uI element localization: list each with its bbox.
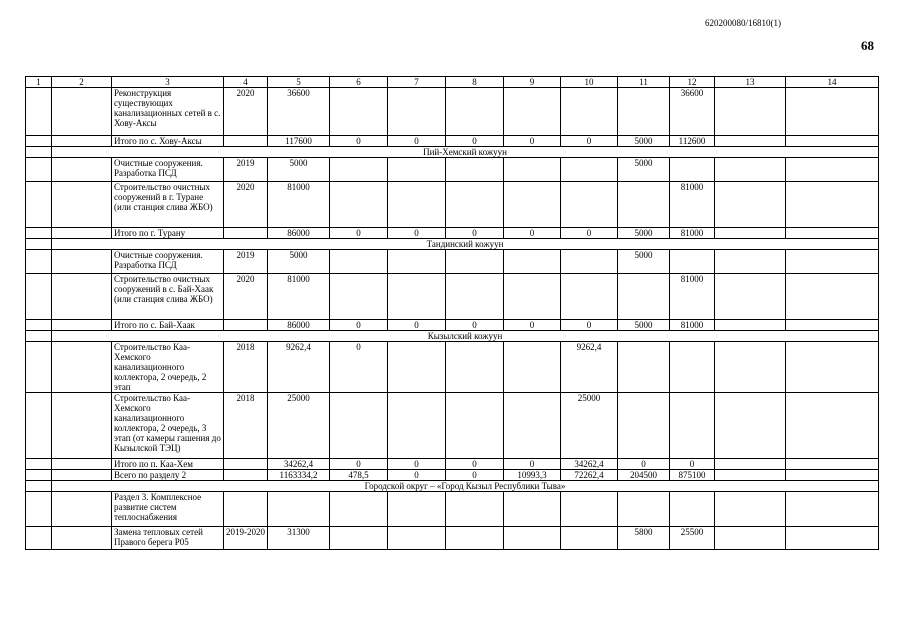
page-number: 68 bbox=[861, 38, 874, 53]
value-cell-c6 bbox=[330, 250, 388, 274]
col13-cell bbox=[715, 250, 786, 274]
value-cell-c11: 5000 bbox=[618, 136, 670, 147]
table-row bbox=[26, 492, 879, 527]
value-cell-c11 bbox=[618, 342, 670, 393]
object-name-cell: Очистные сооружения. Разработка ПСД bbox=[112, 250, 224, 274]
value-cell-c9 bbox=[504, 88, 561, 136]
table-row bbox=[26, 88, 879, 136]
col1-cell bbox=[26, 250, 52, 274]
table-row bbox=[26, 228, 879, 239]
value-cell-c10: 0 bbox=[561, 136, 618, 147]
value-cell-c11 bbox=[618, 274, 670, 320]
table-row bbox=[26, 158, 879, 182]
value-cell-c8 bbox=[446, 492, 504, 527]
col14-cell bbox=[786, 158, 879, 182]
col1-cell bbox=[26, 393, 52, 459]
col13-cell bbox=[715, 274, 786, 320]
value-cell-c5: 81000 bbox=[268, 182, 330, 228]
value-cell-c12: 81000 bbox=[670, 228, 715, 239]
value-cell-c7 bbox=[388, 88, 446, 136]
value-cell-c11: 5800 bbox=[618, 527, 670, 550]
table-row bbox=[26, 250, 879, 274]
value-cell-c9 bbox=[504, 393, 561, 459]
value-cell-c6: 478,5 bbox=[330, 470, 388, 481]
table-row bbox=[26, 459, 879, 470]
value-cell-c12: 875100 bbox=[670, 470, 715, 481]
value-cell-c8 bbox=[446, 342, 504, 393]
value-cell-c9 bbox=[504, 274, 561, 320]
table-row bbox=[26, 320, 879, 331]
value-cell-c8: 0 bbox=[446, 320, 504, 331]
column-number-cell: 13 bbox=[715, 77, 786, 88]
value-cell-c5: 5000 bbox=[268, 250, 330, 274]
value-cell-c9 bbox=[504, 527, 561, 550]
value-cell-c5: 5000 bbox=[268, 158, 330, 182]
value-cell-c7 bbox=[388, 342, 446, 393]
value-cell-c5: 81000 bbox=[268, 274, 330, 320]
value-cell-c8: 0 bbox=[446, 470, 504, 481]
value-cell-c10: 25000 bbox=[561, 393, 618, 459]
section-row bbox=[26, 331, 879, 342]
value-cell-c7: 0 bbox=[388, 136, 446, 147]
value-cell-c11 bbox=[618, 88, 670, 136]
col14-cell bbox=[786, 274, 879, 320]
value-cell-c8 bbox=[446, 250, 504, 274]
object-name-cell: Очистные сооружения. Разработка ПСД bbox=[112, 158, 224, 182]
object-name-cell: Строительство Каа-Хемского канализационного коллектора, 2 очередь, 2 этап bbox=[112, 342, 224, 393]
value-cell-c11 bbox=[618, 182, 670, 228]
col14-cell bbox=[786, 459, 879, 470]
value-cell-c6 bbox=[330, 274, 388, 320]
column-number-cell: 6 bbox=[330, 77, 388, 88]
value-cell-c8 bbox=[446, 274, 504, 320]
col14-cell bbox=[786, 136, 879, 147]
value-cell-c9: 0 bbox=[504, 228, 561, 239]
col13-cell bbox=[715, 136, 786, 147]
col13-cell bbox=[715, 527, 786, 550]
section-blank-cell bbox=[26, 239, 52, 250]
value-cell-c8: 0 bbox=[446, 136, 504, 147]
value-cell-c7 bbox=[388, 393, 446, 459]
year-cell bbox=[224, 228, 268, 239]
col2-cell bbox=[52, 158, 112, 182]
value-cell-c12: 36600 bbox=[670, 88, 715, 136]
col2-cell bbox=[52, 320, 112, 331]
value-cell-c7 bbox=[388, 527, 446, 550]
col1-cell bbox=[26, 274, 52, 320]
section-title: Кызылский кожуун bbox=[52, 331, 879, 342]
year-cell: 2019 bbox=[224, 158, 268, 182]
document-code: 620200080/16810(1) bbox=[705, 18, 781, 28]
value-cell-c10 bbox=[561, 527, 618, 550]
col14-cell bbox=[786, 527, 879, 550]
value-cell-c11: 5000 bbox=[618, 158, 670, 182]
value-cell-c12: 0 bbox=[670, 459, 715, 470]
col13-cell bbox=[715, 158, 786, 182]
value-cell-c12 bbox=[670, 393, 715, 459]
section-title: Пий-Хемский кожуун bbox=[52, 147, 879, 158]
column-number-cell: 8 bbox=[446, 77, 504, 88]
budget-table bbox=[25, 76, 879, 550]
section-blank-cell bbox=[26, 147, 52, 158]
col1-cell bbox=[26, 342, 52, 393]
col1-cell bbox=[26, 228, 52, 239]
col1-cell bbox=[26, 470, 52, 481]
column-number-cell: 7 bbox=[388, 77, 446, 88]
value-cell-c8: 0 bbox=[446, 459, 504, 470]
value-cell-c5: 86000 bbox=[268, 320, 330, 331]
col2-cell bbox=[52, 136, 112, 147]
value-cell-c10 bbox=[561, 88, 618, 136]
value-cell-c8: 0 bbox=[446, 228, 504, 239]
value-cell-c10 bbox=[561, 492, 618, 527]
year-cell: 2019-2020 bbox=[224, 527, 268, 550]
value-cell-c5 bbox=[268, 492, 330, 527]
value-cell-c12: 81000 bbox=[670, 320, 715, 331]
value-cell-c7 bbox=[388, 158, 446, 182]
value-cell-c12 bbox=[670, 492, 715, 527]
section-row bbox=[26, 481, 879, 492]
col14-cell bbox=[786, 250, 879, 274]
table-body bbox=[26, 77, 879, 550]
value-cell-c9 bbox=[504, 492, 561, 527]
column-number-cell: 11 bbox=[618, 77, 670, 88]
col2-cell bbox=[52, 492, 112, 527]
col14-cell bbox=[786, 88, 879, 136]
value-cell-c9 bbox=[504, 158, 561, 182]
col2-cell bbox=[52, 88, 112, 136]
value-cell-c8 bbox=[446, 88, 504, 136]
value-cell-c12 bbox=[670, 342, 715, 393]
object-name-cell: Итого по с. Бай-Хаак bbox=[112, 320, 224, 331]
object-name-cell: Итого по г. Турану bbox=[112, 228, 224, 239]
value-cell-c5: 34262,4 bbox=[268, 459, 330, 470]
col2-cell bbox=[52, 459, 112, 470]
col2-cell bbox=[52, 274, 112, 320]
col1-cell bbox=[26, 158, 52, 182]
table-row bbox=[26, 527, 879, 550]
year-cell bbox=[224, 136, 268, 147]
col13-cell bbox=[715, 342, 786, 393]
value-cell-c12: 112600 bbox=[670, 136, 715, 147]
value-cell-c9: 0 bbox=[504, 320, 561, 331]
col1-cell bbox=[26, 459, 52, 470]
col13-cell bbox=[715, 182, 786, 228]
object-name-cell: Строительство очистных сооружений в г. Туране (или станция слива ЖБО) bbox=[112, 182, 224, 228]
col13-cell bbox=[715, 320, 786, 331]
value-cell-c8 bbox=[446, 393, 504, 459]
value-cell-c9 bbox=[504, 342, 561, 393]
column-number-cell: 12 bbox=[670, 77, 715, 88]
col13-cell bbox=[715, 393, 786, 459]
value-cell-c10: 0 bbox=[561, 228, 618, 239]
value-cell-c9: 0 bbox=[504, 136, 561, 147]
value-cell-c7: 0 bbox=[388, 228, 446, 239]
value-cell-c6 bbox=[330, 527, 388, 550]
value-cell-c10 bbox=[561, 250, 618, 274]
col13-cell bbox=[715, 88, 786, 136]
object-name-cell: Строительство очистных сооружений в с. Бай-Хаак (или станция слива ЖБО) bbox=[112, 274, 224, 320]
table-row bbox=[26, 393, 879, 459]
value-cell-c7: 0 bbox=[388, 470, 446, 481]
object-name-cell: Раздел 3. Комплексное развитие систем теплоснабжения bbox=[112, 492, 224, 527]
section-title: Городской округ – «Город Кызыл Республики Тыва» bbox=[52, 481, 879, 492]
column-number-cell: 14 bbox=[786, 77, 879, 88]
year-cell bbox=[224, 320, 268, 331]
value-cell-c11 bbox=[618, 393, 670, 459]
year-cell bbox=[224, 492, 268, 527]
value-cell-c10: 0 bbox=[561, 320, 618, 331]
column-number-cell: 1 bbox=[26, 77, 52, 88]
value-cell-c11: 5000 bbox=[618, 250, 670, 274]
col2-cell bbox=[52, 342, 112, 393]
value-cell-c7 bbox=[388, 250, 446, 274]
value-cell-c6: 0 bbox=[330, 228, 388, 239]
value-cell-c11 bbox=[618, 492, 670, 527]
column-number-cell: 2 bbox=[52, 77, 112, 88]
value-cell-c7 bbox=[388, 182, 446, 228]
value-cell-c10 bbox=[561, 158, 618, 182]
value-cell-c11: 0 bbox=[618, 459, 670, 470]
value-cell-c12: 25500 bbox=[670, 527, 715, 550]
value-cell-c6 bbox=[330, 393, 388, 459]
section-title: Тандинский кожуун bbox=[52, 239, 879, 250]
col14-cell bbox=[786, 342, 879, 393]
value-cell-c6: 0 bbox=[330, 342, 388, 393]
col2-cell bbox=[52, 527, 112, 550]
value-cell-c7 bbox=[388, 492, 446, 527]
value-cell-c10: 72262,4 bbox=[561, 470, 618, 481]
value-cell-c5: 86000 bbox=[268, 228, 330, 239]
value-cell-c5: 36600 bbox=[268, 88, 330, 136]
column-number-cell: 4 bbox=[224, 77, 268, 88]
column-number-cell: 10 bbox=[561, 77, 618, 88]
col2-cell bbox=[52, 228, 112, 239]
object-name-cell: Итого по с. Хову-Аксы bbox=[112, 136, 224, 147]
table-row bbox=[26, 342, 879, 393]
value-cell-c5: 117600 bbox=[268, 136, 330, 147]
value-cell-c7 bbox=[388, 274, 446, 320]
value-cell-c8 bbox=[446, 158, 504, 182]
col14-cell bbox=[786, 470, 879, 481]
value-cell-c10: 34262,4 bbox=[561, 459, 618, 470]
column-number-cell: 5 bbox=[268, 77, 330, 88]
value-cell-c6: 0 bbox=[330, 459, 388, 470]
column-number-cell: 3 bbox=[112, 77, 224, 88]
value-cell-c6 bbox=[330, 88, 388, 136]
table-row bbox=[26, 470, 879, 481]
object-name-cell: Реконструкция существующих канализационных сетей в с. Хову-Аксы bbox=[112, 88, 224, 136]
value-cell-c6 bbox=[330, 492, 388, 527]
value-cell-c8 bbox=[446, 182, 504, 228]
value-cell-c11: 5000 bbox=[618, 228, 670, 239]
section-row bbox=[26, 147, 879, 158]
value-cell-c6: 0 bbox=[330, 320, 388, 331]
year-cell bbox=[224, 470, 268, 481]
value-cell-c5: 9262,4 bbox=[268, 342, 330, 393]
col13-cell bbox=[715, 470, 786, 481]
col1-cell bbox=[26, 527, 52, 550]
col14-cell bbox=[786, 228, 879, 239]
value-cell-c9 bbox=[504, 182, 561, 228]
value-cell-c12 bbox=[670, 158, 715, 182]
year-cell: 2018 bbox=[224, 393, 268, 459]
object-name-cell: Всего по разделу 2 bbox=[112, 470, 224, 481]
col13-cell bbox=[715, 228, 786, 239]
value-cell-c9: 10993,3 bbox=[504, 470, 561, 481]
value-cell-c10: 9262,4 bbox=[561, 342, 618, 393]
col14-cell bbox=[786, 182, 879, 228]
section-blank-cell bbox=[26, 331, 52, 342]
value-cell-c12: 81000 bbox=[670, 182, 715, 228]
column-number-cell: 9 bbox=[504, 77, 561, 88]
table-row bbox=[26, 274, 879, 320]
year-cell: 2019 bbox=[224, 250, 268, 274]
col14-cell bbox=[786, 393, 879, 459]
table-row bbox=[26, 182, 879, 228]
value-cell-c7: 0 bbox=[388, 320, 446, 331]
col13-cell bbox=[715, 459, 786, 470]
col2-cell bbox=[52, 182, 112, 228]
col13-cell bbox=[715, 492, 786, 527]
value-cell-c11: 204500 bbox=[618, 470, 670, 481]
col1-cell bbox=[26, 492, 52, 527]
col2-cell bbox=[52, 470, 112, 481]
value-cell-c10 bbox=[561, 274, 618, 320]
value-cell-c6 bbox=[330, 182, 388, 228]
value-cell-c9 bbox=[504, 250, 561, 274]
year-cell: 2020 bbox=[224, 182, 268, 228]
year-cell: 2018 bbox=[224, 342, 268, 393]
value-cell-c5: 1163334,2 bbox=[268, 470, 330, 481]
value-cell-c6: 0 bbox=[330, 136, 388, 147]
col1-cell bbox=[26, 136, 52, 147]
value-cell-c5: 25000 bbox=[268, 393, 330, 459]
object-name-cell: Итого по п. Каа-Хем bbox=[112, 459, 224, 470]
value-cell-c12 bbox=[670, 250, 715, 274]
col2-cell bbox=[52, 250, 112, 274]
col14-cell bbox=[786, 320, 879, 331]
object-name-cell: Строительство Каа-Хемского канализационного коллектора, 2 очередь, 3 этап (от камеры гашения до Кызылской ТЭЦ) bbox=[112, 393, 224, 459]
col1-cell bbox=[26, 320, 52, 331]
object-name-cell: Замена тепловых сетей Правого берега Р05 bbox=[112, 527, 224, 550]
value-cell-c8 bbox=[446, 527, 504, 550]
year-cell: 2020 bbox=[224, 274, 268, 320]
col1-cell bbox=[26, 88, 52, 136]
value-cell-c9: 0 bbox=[504, 459, 561, 470]
value-cell-c12: 81000 bbox=[670, 274, 715, 320]
section-blank-cell bbox=[26, 481, 52, 492]
year-cell bbox=[224, 459, 268, 470]
value-cell-c11: 5000 bbox=[618, 320, 670, 331]
col2-cell bbox=[52, 393, 112, 459]
year-cell: 2020 bbox=[224, 88, 268, 136]
value-cell-c5: 31300 bbox=[268, 527, 330, 550]
value-cell-c7: 0 bbox=[388, 459, 446, 470]
col14-cell bbox=[786, 492, 879, 527]
column-number-row bbox=[26, 77, 879, 88]
col1-cell bbox=[26, 182, 52, 228]
value-cell-c6 bbox=[330, 158, 388, 182]
section-row bbox=[26, 239, 879, 250]
table-row bbox=[26, 136, 879, 147]
value-cell-c10 bbox=[561, 182, 618, 228]
